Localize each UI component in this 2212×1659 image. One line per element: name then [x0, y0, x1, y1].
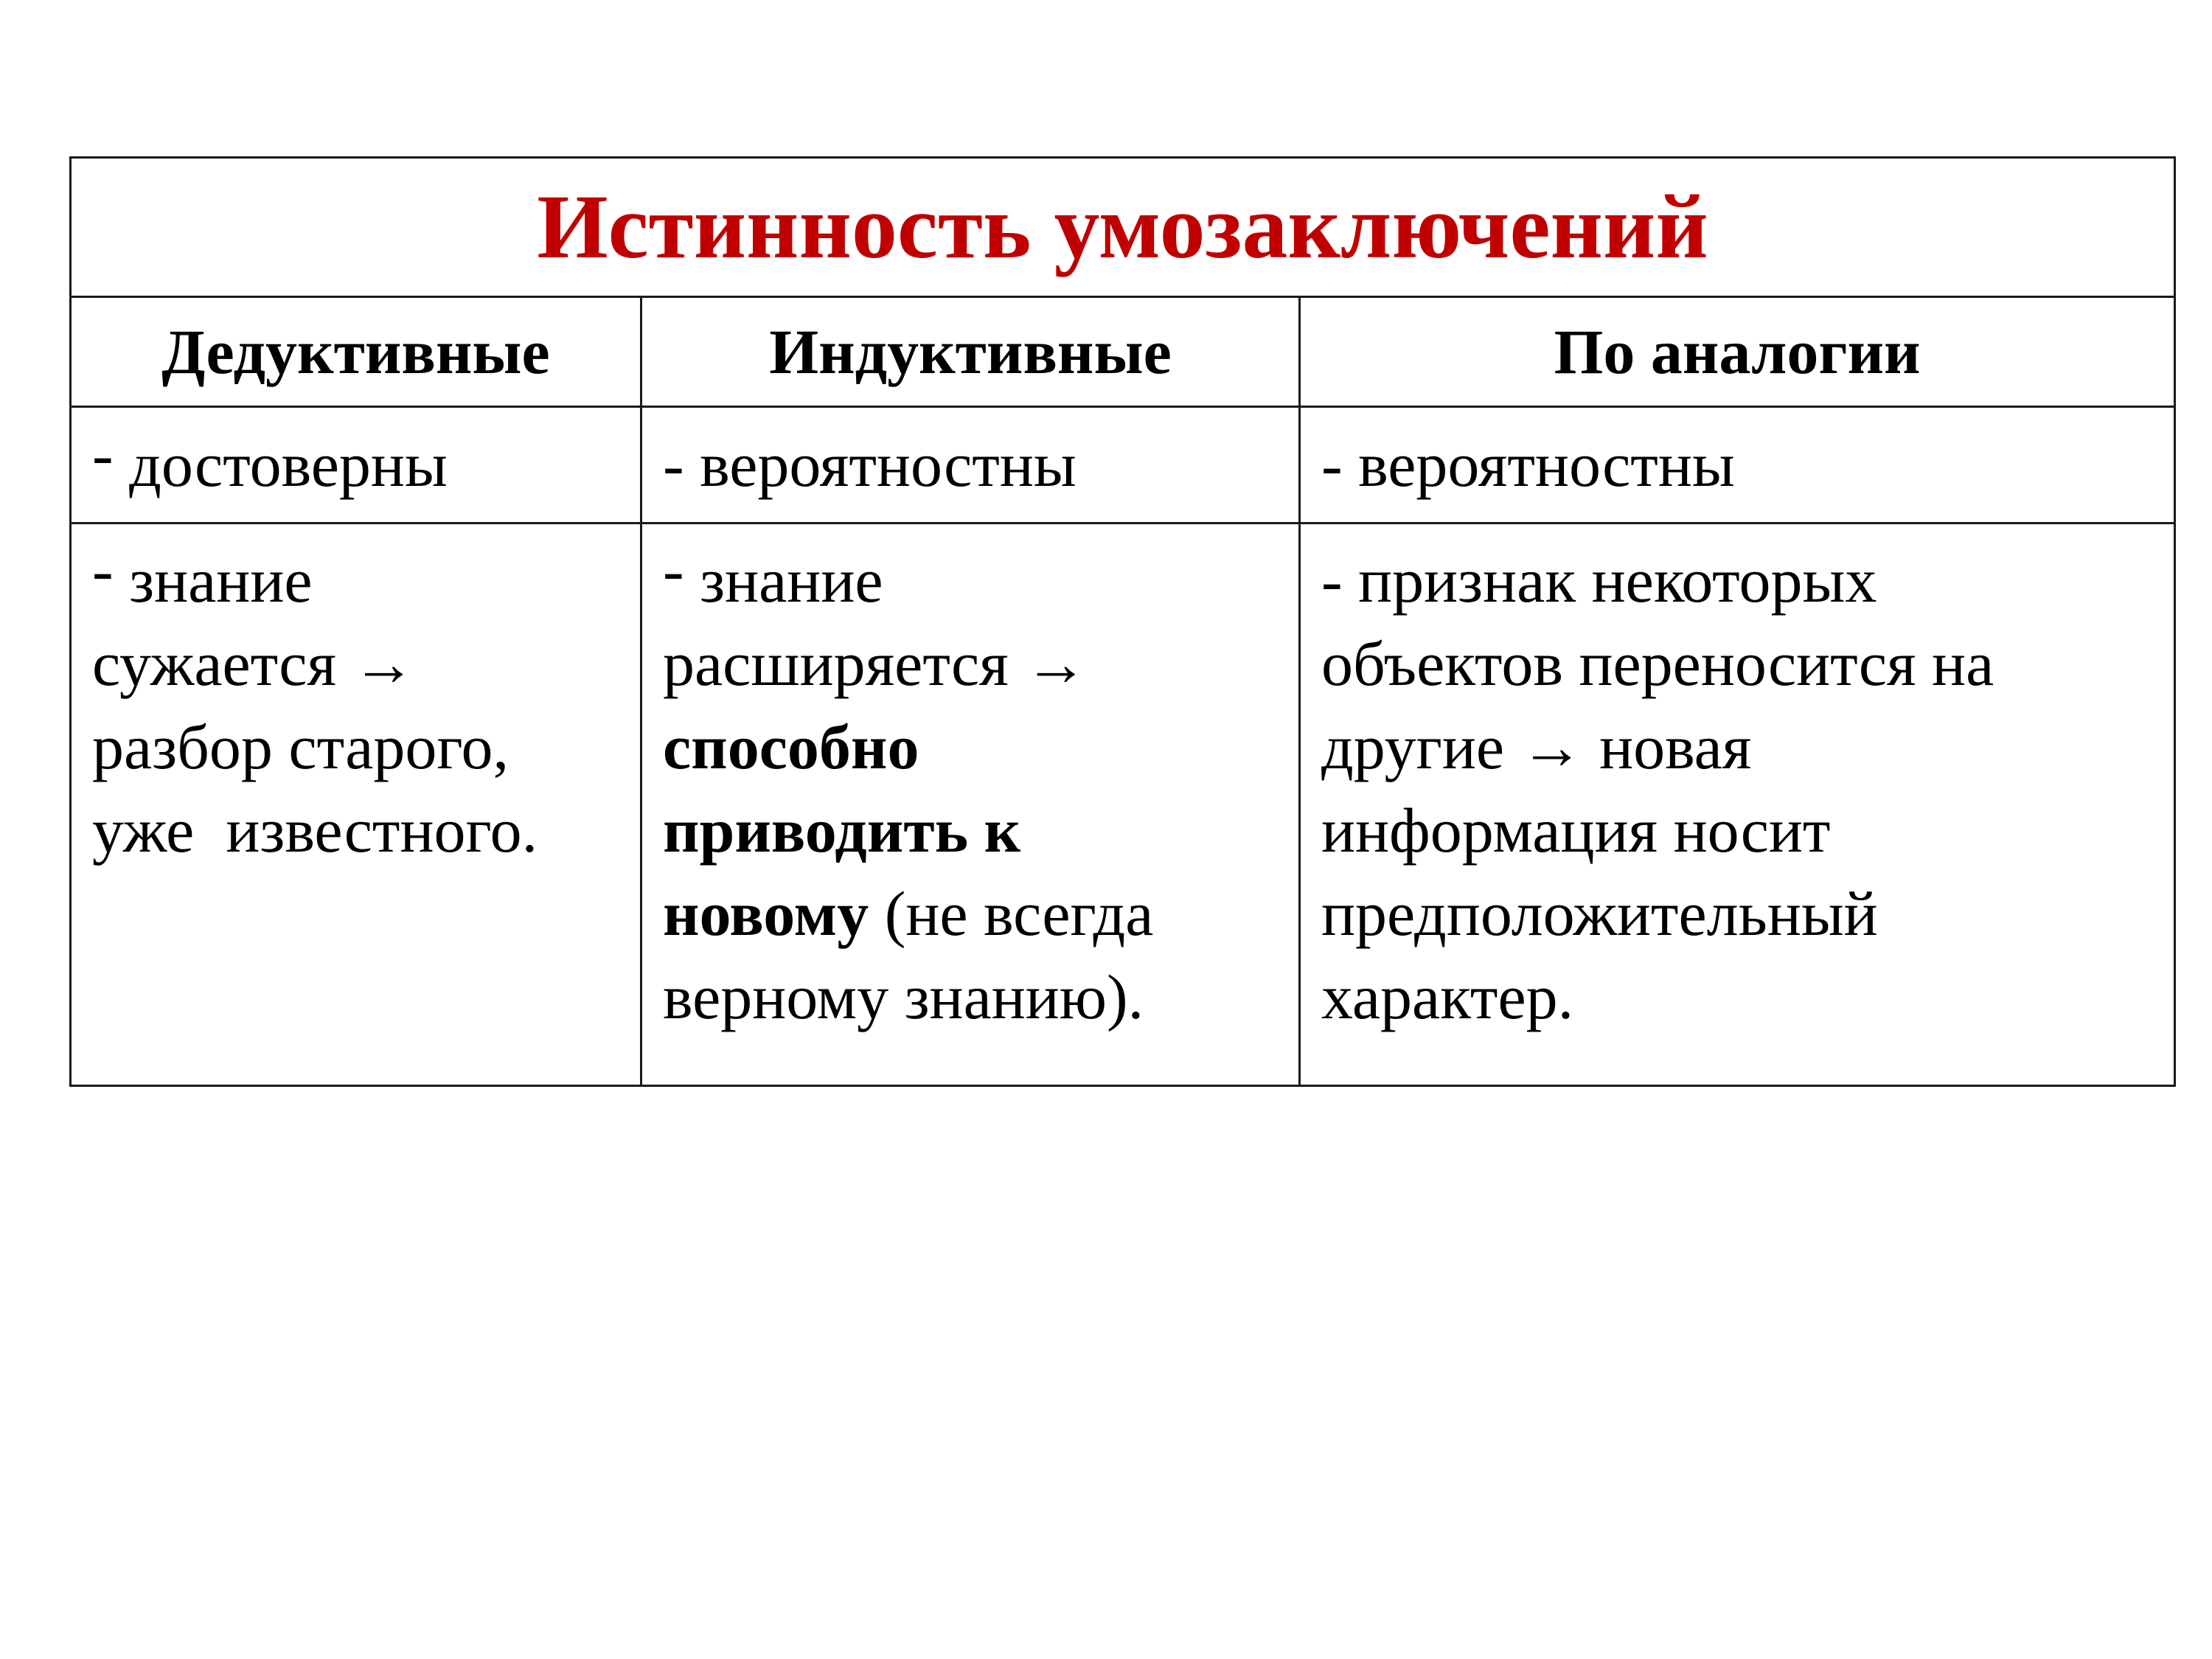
cell-inductive-knowledge [641, 524, 1300, 1086]
truth-table [69, 156, 2176, 1087]
deductive-line: сужается → [92, 628, 416, 699]
header-inductive: Индуктивные [641, 297, 1300, 407]
deductive-line: уже известного. [92, 795, 538, 866]
inductive-line: знание [700, 545, 883, 616]
cell-analogy-knowledge [1300, 524, 2175, 1086]
deductive-line: разбор старого, [92, 712, 509, 782]
deductive-line: знание [129, 545, 313, 616]
header-analogy: По аналогии [1300, 297, 2175, 407]
analogy-line: другие → новая [1321, 712, 1752, 782]
cell-deductive-knowledge [71, 524, 641, 1086]
cell-inductive-reliability: - вероятностны [641, 407, 1300, 524]
inductive-bold-line: новому [663, 878, 869, 949]
inductive-line: расширяется → [663, 628, 1088, 699]
dash-marker: - [663, 535, 684, 605]
inductive-line: (не всегда [869, 878, 1154, 949]
cell-deductive-reliability [71, 407, 641, 524]
analogy-line: характер. [1321, 961, 1574, 1032]
table-row [71, 524, 2175, 1086]
table-title: Истинность умозаключений [71, 158, 2175, 297]
analogy-line: предположительный [1321, 878, 1878, 949]
cell-analogy-reliability: - вероятностны [1300, 407, 2175, 524]
analogy-line: объектов переносится на [1321, 628, 1994, 699]
inductive-line: верному знанию). [663, 961, 1144, 1032]
title-row [71, 158, 2175, 297]
dash-marker: - [92, 535, 114, 605]
analogy-line: - признак некоторых [1321, 545, 1877, 616]
dash-marker: - [92, 419, 114, 490]
inductive-bold-line: способно [663, 712, 919, 782]
header-row [71, 297, 2175, 407]
header-deductive: Дедуктивные [71, 297, 641, 407]
inductive-bold-line: приводить к [663, 795, 1021, 866]
deductive-reliability-text: достоверны [129, 429, 448, 500]
table-row [71, 407, 2175, 524]
analogy-line: информация носит [1321, 795, 1831, 866]
